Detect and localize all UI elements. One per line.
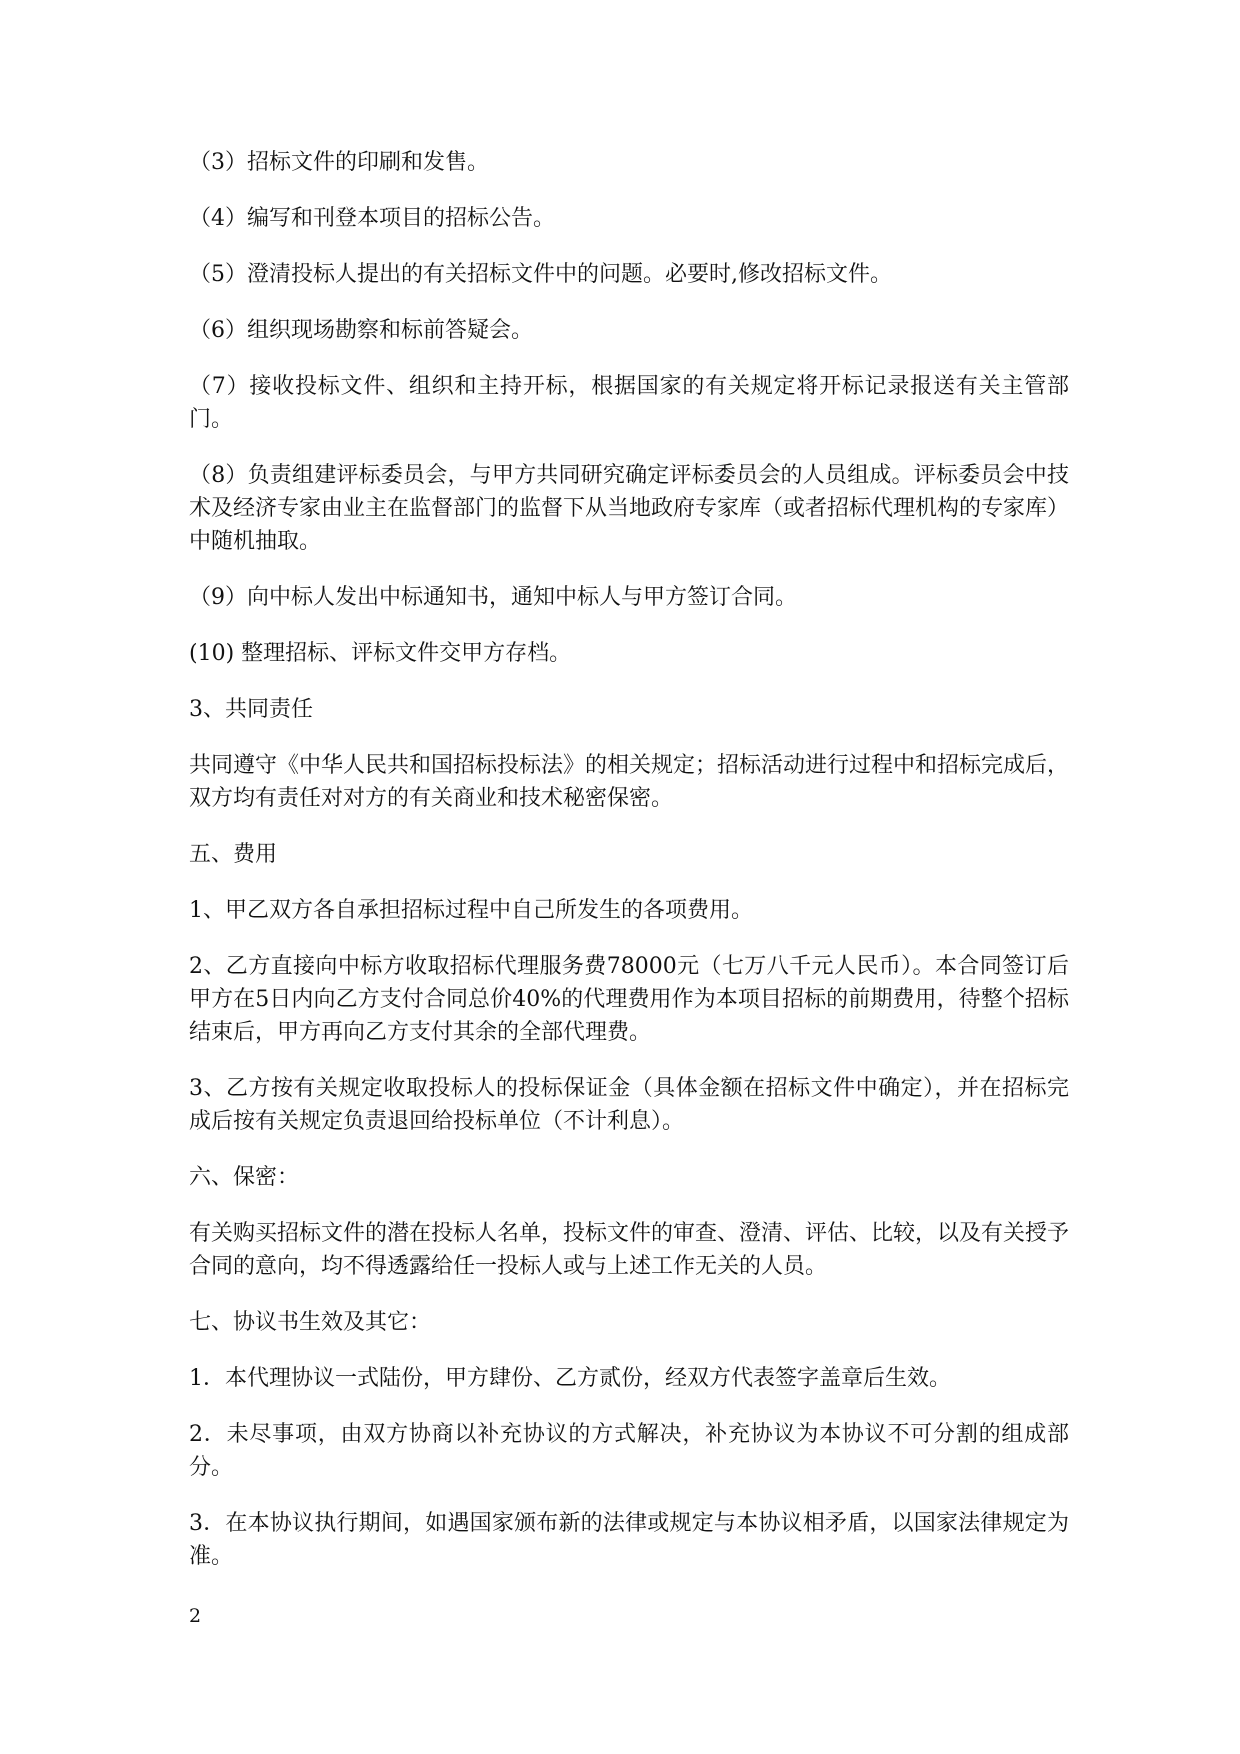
clause-4-tender-notice: （4）编写和刊登本项目的招标公告。 (189, 206, 555, 231)
section-joint-responsibility-heading: 3、共同责任 (189, 697, 313, 722)
clause-8-evaluation-committee: （8）负责组建评标委员会，与甲方共同研究确定评标委员会的人员组成。评标委员会中技术及经济专家由业主在监督部门的监督下从当地政府专家库（或者招标代理机构的专家库）中随机抽取。 (189, 463, 1070, 554)
confidentiality-text: 有关购买招标文件的潜在投标人名单，投标文件的审查、澄清、评估、比较，以及有关授予合同的意向，均不得透露给任一投标人或与上述工作无关的人员。 (189, 1221, 1070, 1279)
clause-9-award-notice: （9）向中标人发出中标通知书，通知中标人与甲方签订合同。 (189, 585, 797, 610)
page-number: 2 (189, 1605, 202, 1627)
fees-item-1: 1、甲乙双方各自承担招标过程中自己所发生的各项费用。 (189, 898, 753, 923)
joint-responsibility-text: 共同遵守《中华人民共和国招标投标法》的相关规定；招标活动进行过程中和招标完成后，双方均有责任对对方的有关商业和技术秘密保密。 (189, 753, 1070, 811)
section-fees-heading: 五、费用 (189, 842, 278, 867)
effectiveness-item-3: 3．在本协议执行期间，如遇国家颁布新的法律或规定与本协议相矛盾，以国家法律规定为准。 (189, 1511, 1069, 1569)
section-confidentiality-heading: 六、保密： (189, 1165, 300, 1190)
effectiveness-item-1: 1．本代理协议一式陆份，甲方肆份、乙方贰份，经双方代表签字盖章后生效。 (189, 1366, 951, 1391)
clause-5-clarification: （5）澄清投标人提出的有关招标文件中的问题。必要时,修改招标文件。 (189, 262, 892, 287)
fees-item-3: 3、乙方按有关规定收取投标人的投标保证金（具体金额在招标文件中确定），并在招标完成后按有关规定负责退回给投标单位（不计利息）。 (189, 1076, 1069, 1134)
fees-item-2: 2、乙方直接向中标方收取招标代理服务费78000元（七万八千元人民币）。本合同签订后甲方在5日内向乙方支付合同总价40%的代理费用作为本项目招标的前期费用，待整个招标结束后，甲方再向乙方支付其余的全部代理费。 (189, 954, 1069, 1045)
clause-10-archiving: (10) 整理招标、评标文件交甲方存档。 (189, 641, 572, 666)
effectiveness-item-2: 2．未尽事项，由双方协商以补充协议的方式解决，补充协议为本协议不可分割的组成部分。 (189, 1422, 1069, 1480)
document-body (189, 146, 1069, 1596)
clause-6-site-survey: （6）组织现场勘察和标前答疑会。 (189, 318, 533, 343)
clause-7-bid-opening: （7）接收投标文件、组织和主持开标，根据国家的有关规定将开标记录报送有关主管部门。 (189, 374, 1069, 432)
section-effectiveness-heading: 七、协议书生效及其它： (189, 1310, 432, 1335)
clause-3-printing-sale: （3）招标文件的印刷和发售。 (189, 150, 489, 175)
